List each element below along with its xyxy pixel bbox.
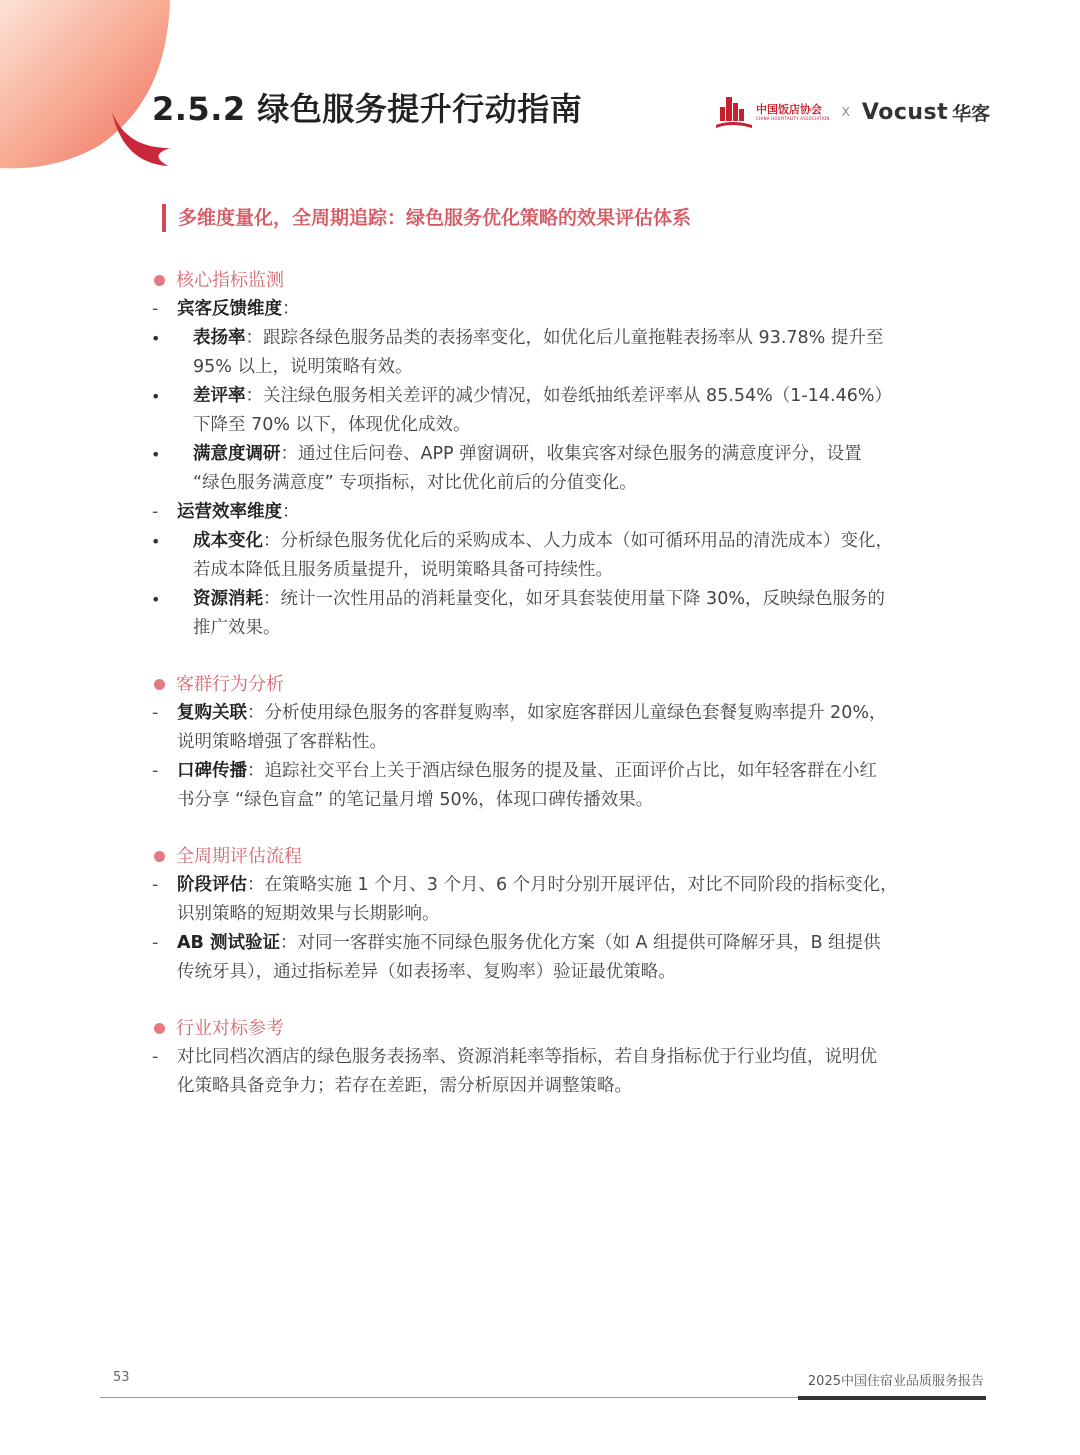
line-text: 书分享 “绿色盲盒” 的笔记量月增 50%，体现口碑传播效果。 bbox=[177, 790, 654, 810]
term-label: 资源消耗 bbox=[193, 589, 263, 609]
term-label: 表扬率 bbox=[193, 328, 246, 348]
term-label: 口碑传播 bbox=[177, 761, 247, 781]
text-line bbox=[150, 699, 930, 728]
section-heading: 多维度量化，全周期追踪：绿色服务优化策略的效果评估体系 bbox=[162, 204, 691, 232]
line-text: ：统计一次性用品的消耗量变化，如牙具套装使用量下降 30%，反映绿色服务的 bbox=[263, 589, 885, 609]
content-body bbox=[150, 266, 930, 1128]
bullet-dot-icon bbox=[154, 679, 165, 690]
building-icon bbox=[716, 95, 752, 129]
group-title-text: 全周期评估流程 bbox=[176, 846, 302, 867]
text-line bbox=[150, 728, 930, 757]
logo-separator: X bbox=[841, 105, 850, 119]
term-label: 满意度调研 bbox=[193, 444, 281, 464]
text-line bbox=[150, 1043, 930, 1072]
content-group bbox=[150, 266, 930, 643]
text-line bbox=[150, 411, 930, 440]
footer-accent-bar bbox=[798, 1396, 986, 1400]
cha-logo-name: 中国饭店协会 bbox=[756, 102, 822, 116]
dash-marker: - bbox=[152, 703, 159, 723]
group-title-text: 核心指标监测 bbox=[176, 270, 284, 291]
text-line bbox=[150, 1072, 930, 1101]
text-line bbox=[150, 757, 930, 786]
header-logos bbox=[716, 92, 990, 132]
group-title bbox=[150, 670, 930, 699]
group-title bbox=[150, 266, 930, 295]
term-label: AB 测试验证 bbox=[177, 933, 280, 953]
text-line bbox=[150, 527, 930, 556]
group-title-text: 行业对标参考 bbox=[176, 1018, 284, 1039]
text-line bbox=[150, 382, 930, 411]
term-label: 差评率 bbox=[193, 386, 246, 406]
line-text: ：在策略实施 1 个月、3 个月、6 个月时分别开展评估，对比不同阶段的指标变化， bbox=[247, 875, 898, 895]
bullet-dot-icon bbox=[154, 851, 165, 862]
dash-marker: - bbox=[152, 1047, 159, 1067]
bullet-marker: • bbox=[151, 445, 161, 464]
text-line bbox=[150, 585, 930, 614]
content-group bbox=[150, 842, 930, 987]
line-text: 识别策略的短期效果与长期影响。 bbox=[177, 904, 440, 924]
line-text: ：分析绿色服务优化后的采购成本、人力成本（如可循环用品的清洗成本）变化， bbox=[263, 531, 893, 551]
text-line bbox=[150, 614, 930, 643]
line-text: ：对同一客群实施不同绿色服务优化方案（如 A 组提供可降解牙具，B 组提供 bbox=[279, 933, 881, 953]
term-label: 宾客反馈维度 bbox=[177, 299, 282, 319]
group-title bbox=[150, 842, 930, 871]
text-line bbox=[150, 353, 930, 382]
dash-marker: - bbox=[152, 875, 159, 895]
page-title: 2.5.2 绿色服务提升行动指南 bbox=[152, 90, 583, 128]
line-text: ：跟踪各绿色服务品类的表扬率变化，如优化后儿童拖鞋表扬率从 93.78% 提升至 bbox=[245, 328, 884, 348]
term-label: 复购关联 bbox=[177, 703, 247, 723]
text-line bbox=[150, 958, 930, 987]
text-line bbox=[150, 469, 930, 498]
line-text: 推广效果。 bbox=[193, 618, 281, 638]
line-text: ：追踪社交平台上关于酒店绿色服务的提及量、正面评价占比，如年轻客群在小红 bbox=[247, 761, 877, 781]
text-line bbox=[150, 871, 930, 900]
text-line bbox=[150, 929, 930, 958]
line-text: 若成本降低且服务质量提升，说明策略具备可持续性。 bbox=[193, 560, 613, 580]
line-text: ： bbox=[282, 299, 300, 319]
content-group bbox=[150, 1014, 930, 1101]
bullet-dot-icon bbox=[154, 275, 165, 286]
line-text: ：分析使用绿色服务的客群复购率，如家庭客群因儿童绿色套餐复购率提升 20%， bbox=[247, 703, 887, 723]
line-text: “绿色服务满意度” 专项指标，对比优化前后的分值变化。 bbox=[193, 473, 637, 493]
text-line bbox=[150, 498, 930, 527]
bullet-marker: • bbox=[151, 387, 161, 406]
dash-marker: - bbox=[152, 933, 159, 953]
line-text: 下降至 70% 以下，体现优化成效。 bbox=[193, 415, 471, 435]
text-line bbox=[150, 295, 930, 324]
vocust-logo-chinese: 华客 bbox=[952, 102, 991, 125]
term-label: 运营效率维度 bbox=[177, 502, 282, 522]
bullet-marker: • bbox=[151, 329, 161, 348]
footer-report-title: 2025中国住宿业品质服务报告 bbox=[807, 1374, 984, 1389]
cha-logo-english: CHINA HOSPITALITY ASSOCIATION bbox=[756, 115, 830, 121]
line-text: ： bbox=[282, 502, 300, 522]
dash-marker: - bbox=[152, 299, 159, 319]
line-text: 化策略具备竞争力；若存在差距，需分析原因并调整策略。 bbox=[177, 1076, 632, 1096]
bullet-marker: • bbox=[151, 532, 161, 551]
text-line bbox=[150, 900, 930, 929]
dash-marker: - bbox=[152, 502, 159, 522]
line-text: ：通过住后问卷、APP 弹窗调研，收集宾客对绿色服务的满意度评分，设置 bbox=[280, 444, 862, 464]
line-text: 95% 以上，说明策略有效。 bbox=[193, 357, 413, 377]
line-text: 传统牙具），通过指标差异（如表扬率、复购率）验证最优策略。 bbox=[177, 962, 676, 982]
line-text: 说明策略增强了客群粘性。 bbox=[177, 732, 387, 752]
term-label: 成本变化 bbox=[193, 531, 263, 551]
term-label: 阶段评估 bbox=[177, 875, 247, 895]
text-line bbox=[150, 324, 930, 353]
group-title-text: 客群行为分析 bbox=[176, 674, 284, 695]
group-title bbox=[150, 1014, 930, 1043]
bullet-dot-icon bbox=[154, 1023, 165, 1034]
text-line bbox=[150, 556, 930, 585]
text-line bbox=[150, 786, 930, 815]
line-text: 对比同档次酒店的绿色服务表扬率、资源消耗率等指标，若自身指标优于行业均值，说明优 bbox=[177, 1047, 877, 1067]
content-group bbox=[150, 670, 930, 815]
china-hospitality-association-logo bbox=[716, 95, 830, 129]
text-line bbox=[150, 440, 930, 469]
page-number: 53 bbox=[113, 1370, 130, 1385]
dash-marker: - bbox=[152, 761, 159, 781]
line-text: ：关注绿色服务相关差评的减少情况，如卷纸抽纸差评率从 85.54%（1-14.46%） bbox=[245, 386, 892, 406]
bullet-marker: • bbox=[151, 590, 161, 609]
vocust-logo-text: Vocust bbox=[861, 99, 949, 125]
